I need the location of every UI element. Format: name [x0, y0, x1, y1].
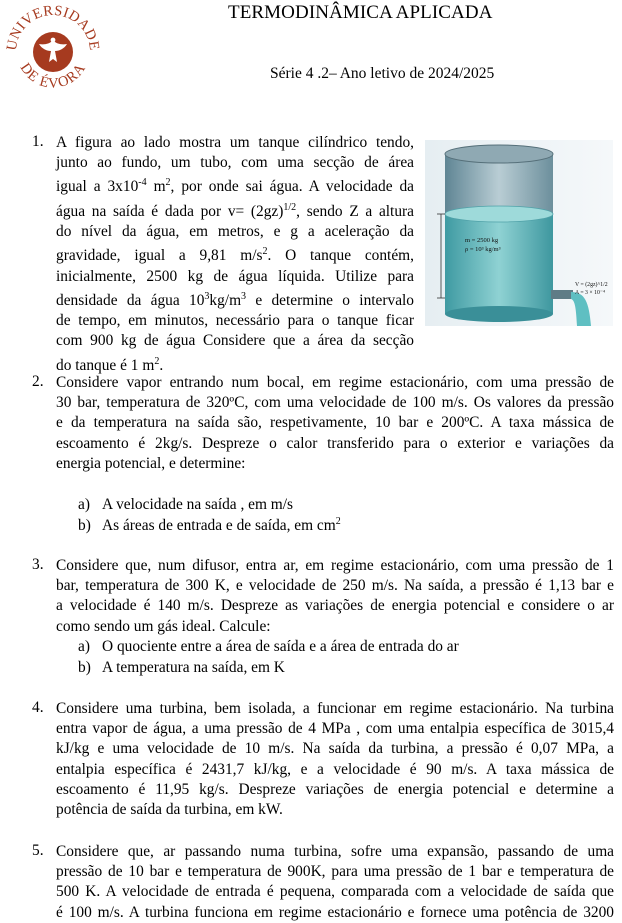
problem-1-line: do nível da água, em metros, e g a aceleração da	[56, 223, 414, 241]
problem-2-line: escoamento é 2kg/s. Despreze o calor transferido para o exterior e variações da	[56, 434, 614, 452]
problem-4-line: escoamento é 11,95 kg/s. Despreze variações de energia potencial e determine a	[56, 780, 614, 798]
problem-2-line: 30 bar, temperatura de 320ºC, com uma velocidade de 100 m/s. Os valores da pressão	[56, 394, 614, 412]
problem-5-line: 500 K. A velocidade de entrada é pequena, comparada com a velocidade de saída que	[56, 883, 614, 901]
logo-text-top: UNIVERSIDADE	[4, 2, 102, 52]
problem-5-line: é 100 m/s. A turbina funciona em regime estacionário e fornece uma potência de 3200	[56, 903, 614, 921]
logo-text-bottom: DE ÉVORA	[16, 60, 90, 92]
problem-2-text	[56, 373, 614, 474]
problem-1-number: 1.	[32, 133, 44, 150]
problem-2-line: Considere vapor entrando num bocal, em regime estacionário, com uma pressão de	[56, 374, 614, 391]
tank-figure	[425, 140, 613, 326]
series-subtitle: Série 4 .2– Ano letivo de 2024/2025	[270, 65, 495, 82]
problem-4-line: entalpia específica é 2431,7 kJ/kg, e a velocidade é 90 m/s. A taxa mássica de	[56, 760, 614, 778]
problem-1-line: A figura ao lado mostra um tanque cilíndrico tendo,	[56, 134, 414, 151]
figure-area-label: A = 3 × 10⁻⁴	[575, 290, 605, 296]
problem-1-line: água na saída é dada por $v= (2gz)^{1/2}$, sendo Z a altura	[56, 201, 414, 220]
problem-1-line: de tempo, em minutos, necessário para o tanque ficar	[56, 312, 414, 330]
problem-3-line: Considere que, num difusor, entra ar, em regime estacionário, com uma pressão de 1	[56, 557, 614, 574]
problem-3-text	[56, 556, 614, 637]
problem-1-line: igual a $3x10^{-4}$ $m^2$, por onde sai água. A velocidade da	[56, 177, 415, 196]
problem-4-line: kJ/kg e uma velocidade de 10 m/s. Na saída da turbina, a pressão é 0,07 MPa, a	[56, 740, 614, 758]
problem-4-line: potência de saída da turbina, em kW.	[56, 801, 283, 819]
figure-density-label: ρ = 10³ kg/m³	[465, 246, 501, 253]
problem-1-line: com 900 kg de água Considere que a área da secção	[56, 332, 414, 350]
university-logo	[4, 0, 102, 96]
problem-1-line: junto ao fundo, um tubo, com uma secção de área	[56, 154, 414, 172]
problem-4-number: 4.	[32, 699, 44, 716]
problem-2-number: 2.	[32, 373, 44, 390]
problem-3-line: a velocidade é 140 m/s. Despreze as variações de energia potencial e considere o ar	[56, 597, 614, 615]
problem-5-number: 5.	[32, 842, 44, 859]
problem-1-line: inicialmente, 2500 kg de água líquida. Utilize para	[56, 267, 414, 285]
problem-2-line: e da temperatura na saída são, respetivamente, 10 bar e 200ºC. A taxa mássica de	[56, 414, 614, 432]
problem-2-item-b: b) As áreas de entrada e de saída, em $cm^2$	[78, 516, 341, 535]
problem-3-line: como sendo um gás ideal. Calcule:	[56, 617, 271, 635]
problem-4-text	[56, 699, 614, 820]
problem-4-line: Considere uma turbina, bem isolada, a funcionar em regime estacionário. Na turbina	[56, 700, 614, 717]
problem-2-line: energia potencial, e determine:	[56, 454, 246, 472]
problem-5-line: pressão de 10 bar e temperatura de 900K, para uma pressão de 1 bar e temperatura de	[56, 863, 614, 881]
problem-3-line: bar, temperatura de 300 K, e velocidade de 250 m/s. Na saída, a pressão é 1,13 bar e	[56, 577, 614, 595]
problem-3-item-b: b) A temperatura na saída, em K	[78, 659, 285, 676]
problem-1-line: gravidade, igual a 9,81 $m/s^2$. O tanque contém,	[56, 246, 414, 265]
problem-4-line: entra vapor de água, a uma pressão de 4 MPa , com uma entalpia específica de 3015,4	[56, 720, 614, 738]
figure-velocity-label: V = (2gz)^1/2	[575, 282, 608, 288]
document-title: TERMODINÂMICA APLICADA	[228, 2, 493, 23]
problem-2-item-a: a) A velocidade na saída , em m/s	[78, 496, 294, 513]
problem-1-line: do tanque é 1 $m^2$.	[56, 355, 164, 374]
problem-1-line: densidade da água $10^3kg/m^3$ e determine o intervalo	[56, 290, 414, 309]
problem-1-text	[56, 133, 414, 376]
problem-3-item-a: a) O quociente entre a área de saída e a área de entrada do ar	[78, 638, 459, 655]
problem-5-line: Considere que, ar passando numa turbina, sofre uma expansão, passando de uma	[56, 843, 614, 860]
problem-5-text	[56, 842, 614, 923]
figure-mass-label: m = 2500 kg	[465, 237, 499, 244]
problem-3-number: 3.	[32, 556, 44, 573]
